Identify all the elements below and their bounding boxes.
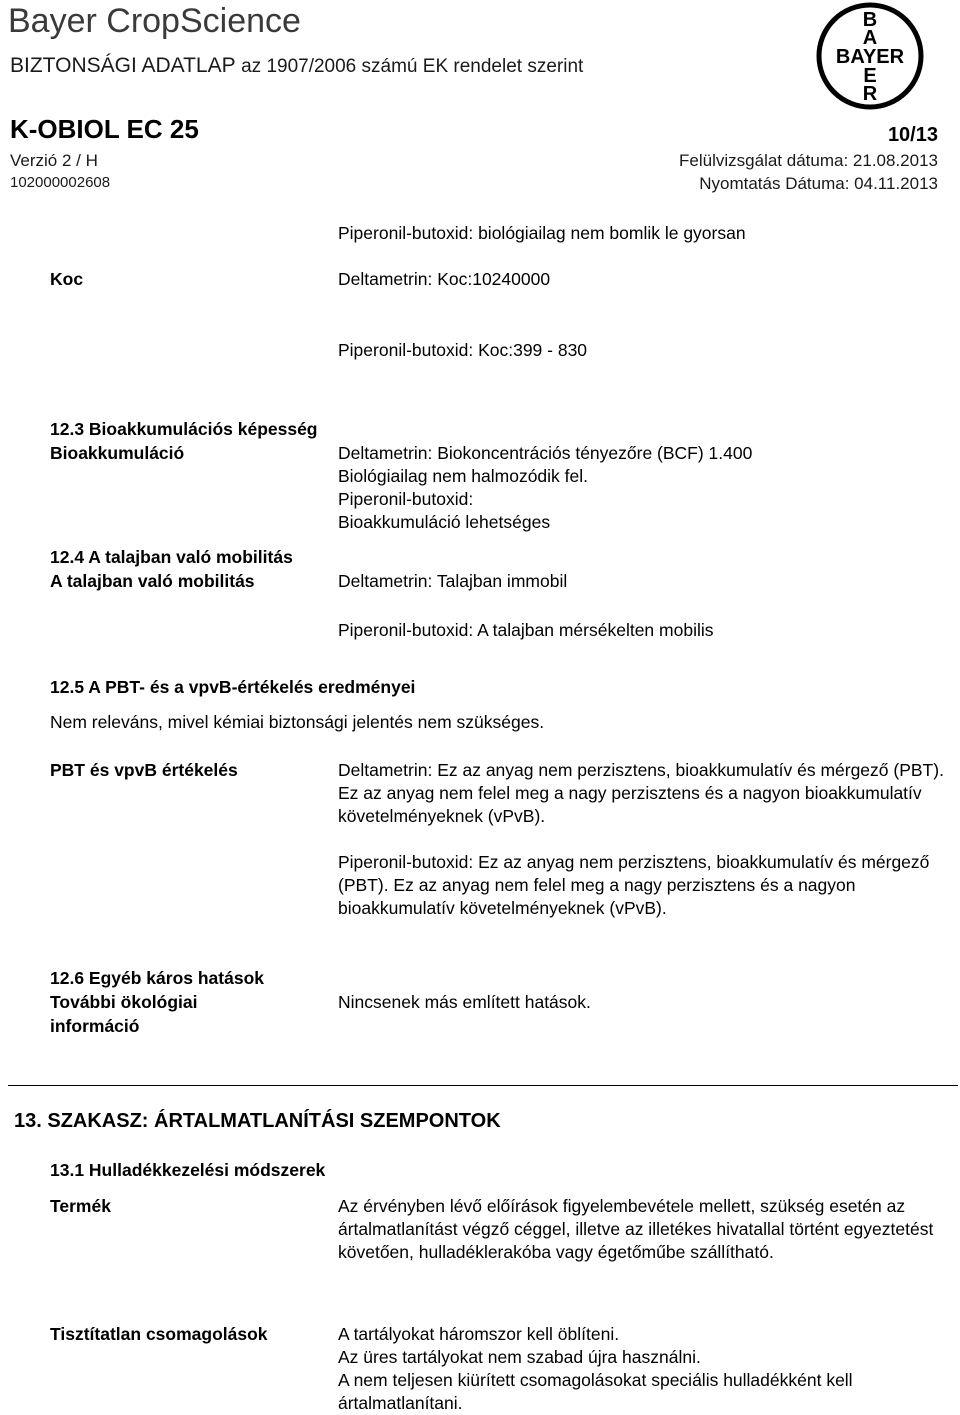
koc-label: Koc [50, 269, 84, 289]
product-disposal-text: Az érvényben lévő előírások figyelembevétele mellett, szükség esetén az ártalmatlanítást végző céggel, illetve az illetékes hivatallal történt egyeztetést követően, hulladéklerakóba vagy égetőműbe szállítható. [338, 1196, 934, 1262]
bioaccumulation-line-4: Bioakkumuláció lehetséges [338, 512, 551, 532]
section-12-3-heading: 12.3 Bioakkumulációs képesség [50, 419, 318, 439]
koc-pbo: Piperonil-butoxid: Koc:399 - 830 [338, 340, 588, 360]
bioaccumulation-line-3: Piperonil-butoxid: [338, 489, 474, 509]
pbt-pbo: Piperonil-butoxid: Ez az anyag nem perzisztens, bioakkumulatív és mérgező (PBT). Ez az anyag nem felel meg a nagy perzisztens és a nagyon bioakkumulatív követelményeknek (vPvB). [338, 852, 930, 918]
pbt-label: PBT és vpvB értékelés [50, 760, 238, 780]
brand-name: Bayer CropScience [8, 2, 301, 40]
soil-mobility-label: A talajban való mobilitás [50, 571, 255, 591]
logo-letter-r: R [862, 83, 878, 105]
other-info-value: Nincsenek más említett hatások. [338, 992, 591, 1012]
section-divider [8, 1085, 958, 1086]
bioaccumulation-line-2: Biológiailag nem halmozódik fel. [338, 466, 588, 486]
product-name: K-OBIOL EC 25 [10, 114, 199, 144]
logo-letter-a: A [862, 27, 878, 49]
product-disposal-label: Termék [50, 1196, 111, 1216]
soil-mobility-pbo: Piperonil-butoxid: A talajban mérsékelten mobilis [338, 620, 714, 640]
soil-mobility-deltamethrin: Deltametrin: Talajban immobil [338, 571, 568, 591]
section-12-5-heading: 12.5 A PBT- és a vpvB-értékelés eredményei [50, 677, 416, 697]
section-12-4-heading: 12.4 A talajban való mobilitás [50, 547, 293, 567]
other-info-label-1: További ökológiai [50, 992, 198, 1012]
pbt-deltamethrin: Deltametrin: Ez az anyag nem perzisztens, bioakkumulatív és mérgező (PBT). Ez az anyag nem felel meg a nagy perzisztens és a nagyon bioakkumulatív követelményeknek (vPvB). [338, 760, 944, 826]
regulation-text: az 1907/2006 számú EK rendelet szerint [241, 56, 584, 77]
document-type [10, 54, 583, 78]
version: Verzió 2 / H [10, 151, 98, 170]
bioaccumulation-label: Bioakkumuláció [50, 443, 185, 463]
print-date: Nyomtatás Dátuma: 04.11.2013 [699, 174, 938, 193]
packaging-line-2: Az üres tartályokat nem szabad újra használni. [338, 1347, 701, 1367]
doc-type-title: BIZTONSÁGI ADATLAP [10, 54, 236, 77]
pbo-degradation: Piperonil-butoxid: biológiailag nem bomlik le gyorsan [338, 223, 746, 243]
bayer-cross-logo [814, 0, 926, 112]
koc-deltamethrin: Deltametrin: Koc:10240000 [338, 269, 551, 289]
packaging-line-3: A nem teljesen kiürített csomagolásokat speciális hulladékként kell ártalmatlanítani. [338, 1370, 853, 1413]
section-12-6-heading: 12.6 Egyéb káros hatások [50, 968, 264, 988]
product-code: 102000002608 [10, 174, 111, 191]
logo-letter-b: B [862, 9, 878, 31]
other-info-label-2: információ [50, 1016, 140, 1036]
packaging-line-1: A tartályokat háromszor kell öblíteni. [338, 1324, 620, 1344]
section-13-heading: 13. SZAKASZ: ÁRTALMATLANÍTÁSI SZEMPONTOK [14, 1110, 501, 1132]
revision-date: Felülvizsgálat dátuma: 21.08.2013 [679, 151, 938, 170]
packaging-label: Tisztítatlan csomagolások [50, 1324, 268, 1344]
page-number: 10/13 [887, 124, 938, 146]
logo-letter-e: E [863, 65, 877, 87]
section-13-1-heading: 13.1 Hulladékkezelési módszerek [50, 1160, 326, 1180]
bioaccumulation-line-1: Deltametrin: Biokoncentrációs tényezőre (BCF) 1.400 [338, 443, 753, 463]
logo-bayer: BAYER [835, 46, 905, 68]
pbt-note: Nem releváns, mivel kémiai biztonsági jelentés nem szükséges. [50, 712, 545, 732]
